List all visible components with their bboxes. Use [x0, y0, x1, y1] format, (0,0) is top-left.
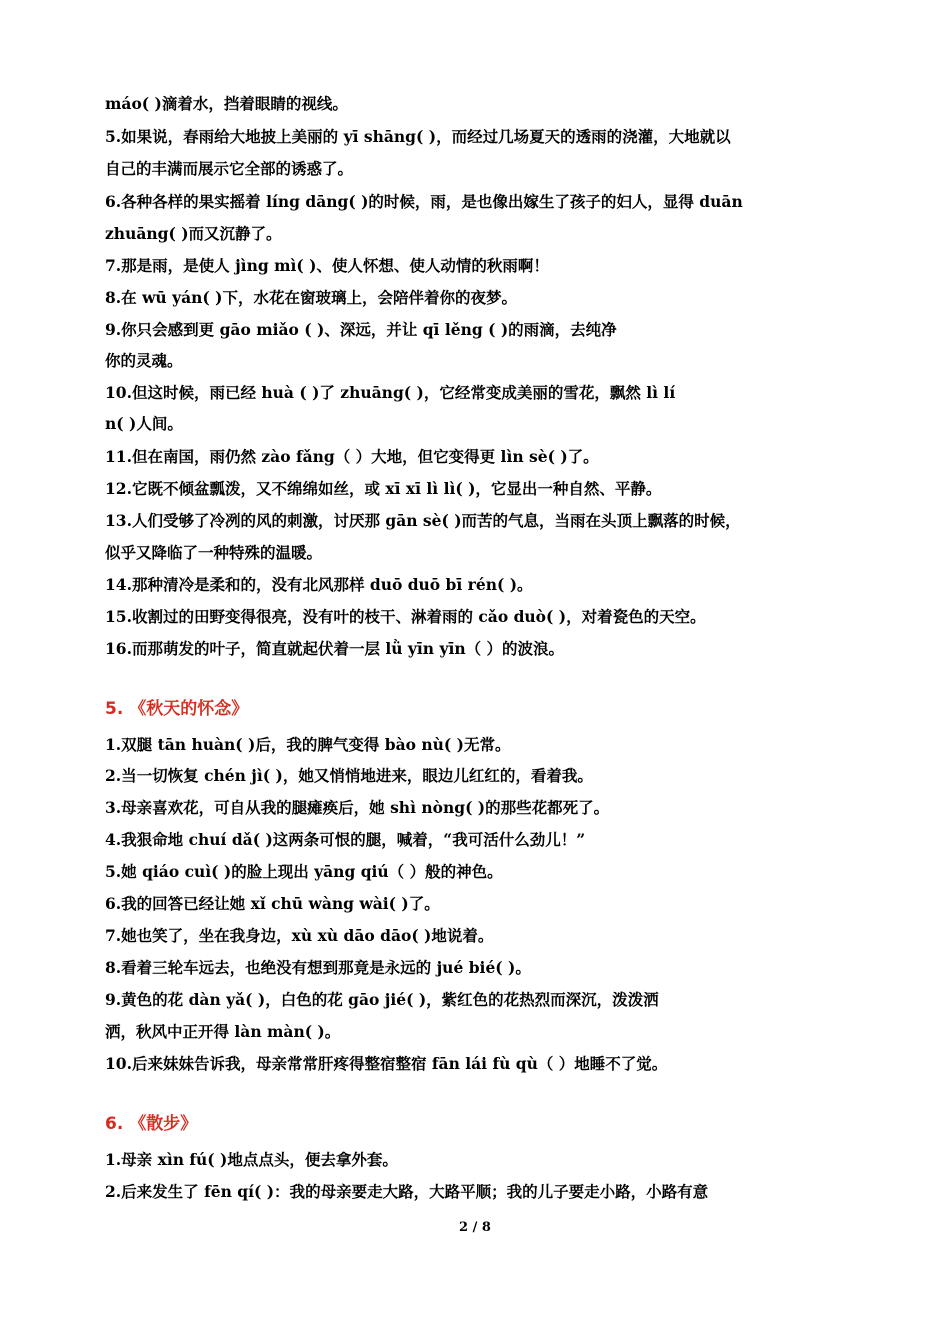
text-line: 你的灵魂。: [105, 351, 183, 370]
text-line: 10.后来妹妹告诉我，母亲常常肝疼得整宿整宿 fān lái fù qù（ ）地睡不了觉。: [105, 1054, 668, 1073]
text-line: 6.各种各样的果实摇着 líng dāng( )的时候，雨，是也像出嫁生了孩子的妇人，显得 duān: [105, 192, 743, 211]
text-line: 16.而那萌发的叶子，简直就起伏着一层 lǜ yīn yīn（ ）的波浪。: [105, 639, 565, 658]
section-heading: 6. 《散步》: [105, 1114, 198, 1134]
text-line: 3.母亲喜欢花，可自从我的腿瘫痪后，她 shì nòng( )的那些花都死了。: [105, 798, 610, 817]
text-line: 7.那是雨，是使人 jìng mì( )、使人怀想、使人动情的秋雨啊！: [105, 256, 549, 275]
text-line: 9.黄色的花 dàn yǎ( )，白色的花 gāo jié( )，紫红色的花热烈而深沉，泼泼洒: [105, 990, 659, 1009]
text-line: 8.在 wū yán( )下，水花在窗玻璃上，会陪伴着你的夜梦。: [105, 288, 517, 307]
text-line: 似乎又降临了一种特殊的温暖。: [105, 543, 323, 562]
text-line: 2.当一切恢复 chén jì( )，她又悄悄地进来，眼边儿红红的，看着我。: [105, 766, 593, 785]
text-line: 4.我狠命地 chuí dǎ( )这两条可恨的腿，喊着，“我可活什么劲儿！”: [105, 830, 586, 849]
text-line: 2.后来发生了 fēn qí( )：我的母亲要走大路，大路平顺；我的儿子要走小路，小路有意: [105, 1182, 709, 1201]
text-line: 13.人们受够了冷冽的风的刺激，讨厌那 gān sè( )而苦的气息，当雨在头顶上飘落的时候，: [105, 511, 741, 530]
text-line: 8.看着三轮车远去，也绝没有想到那竟是永远的 jué bié( )。: [105, 958, 531, 977]
text-line: 5.她 qiáo cuì( )的脸上现出 yāng qiú（ ）般的神色。: [105, 862, 503, 881]
text-line: 1.双腿 tān huàn( )后，我的脾气变得 bào nù( )无常。: [105, 735, 511, 754]
text-line: máo( )滴着水，挡着眼睛的视线。: [105, 94, 348, 113]
text-line: 7.她也笑了，坐在我身边，xù xù dāo dāo( )地说着。: [105, 926, 494, 945]
text-line: zhuāng( )而又沉静了。: [105, 224, 282, 243]
text-line: 10.但这时候，雨已经 huà ( )了 zhuāng( )，它经常变成美丽的雪花，飘然 lì lí: [105, 383, 676, 402]
text-line: 11.但在南国，雨仍然 zào fǎng（ ）大地，但它变得更 lìn sè( )了。: [105, 447, 599, 466]
text-line: 5.如果说，春雨给大地披上美丽的 yī shāng( )，而经过几场夏天的透雨的浇灌，大地就以: [105, 127, 731, 146]
text-line: 15.收割过的田野变得很亮，没有叶的枝干、淋着雨的 cǎo duò( )，对着瓷色的天空。: [105, 607, 706, 626]
section-heading: 5. 《秋天的怀念》: [105, 699, 249, 719]
text-line: 14.那种清冷是柔和的，没有北风那样 duō duō bī rén( )。: [105, 575, 533, 594]
text-line: 洒，秋风中正开得 làn màn( )。: [105, 1022, 341, 1041]
page-number: 2 / 8: [459, 1220, 491, 1235]
text-line: 6.我的回答已经让她 xǐ chū wàng wài( )了。: [105, 894, 440, 913]
text-line: 自己的丰满而展示它全部的诱惑了。: [105, 159, 354, 178]
text-line: 9.你只会感到更 gāo miǎo ( )、深远，并让 qī lěng ( )的雨滴，去纯净: [105, 320, 617, 339]
text-line: 12.它既不倾盆瓢泼，又不绵绵如丝，或 xī xī lì lì( )，它显出一种自然、平静。: [105, 479, 662, 498]
text-line: 1.母亲 xìn fú( )地点点头，便去拿外套。: [105, 1150, 398, 1169]
text-line: n( )人间。: [105, 414, 183, 433]
